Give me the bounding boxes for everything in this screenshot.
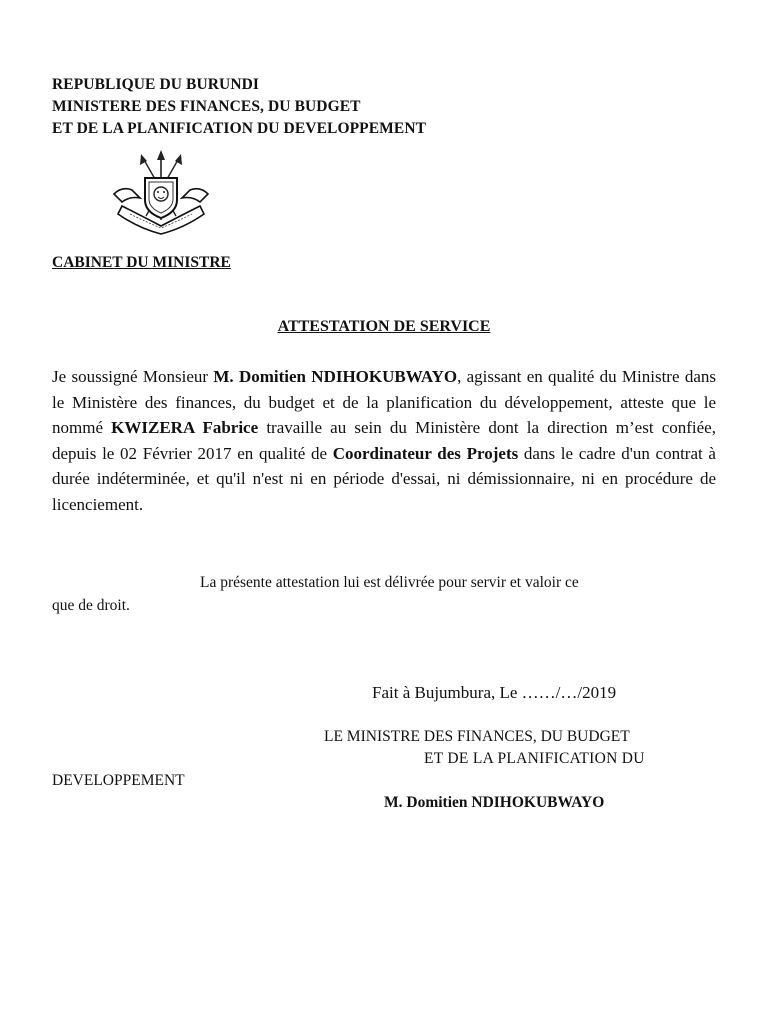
header-republic: REPUBLIQUE DU BURUNDI — [52, 76, 260, 93]
coat-of-arms-icon — [108, 150, 214, 238]
minister-name: M. Domitien NDIHOKUBWAYO — [213, 367, 458, 386]
body-text: dans le cadre d'un contrat à durée indéterminée, et qu'il n'est ni en période d'essai, ni démissionnaire, ni en procédure de licenciement. — [52, 443, 716, 514]
header-ministry: MINISTERE DES FINANCES, DU BUDGET — [52, 98, 361, 115]
signatory-name: M. Domitien NDIHOKUBWAYO — [384, 794, 605, 811]
document-title: ATTESTATION DE SERVICE — [277, 318, 491, 335]
closing-line-2: que de droit. — [52, 597, 130, 614]
place-date: Fait à Bujumbura, Le ……/…/2019 — [372, 683, 617, 702]
position-title: Coordinateur des Projets — [332, 443, 519, 463]
body-text: , agissant en qualité du Ministre dans le Ministère des finances, du budget et de la planification du développement, atteste que le nommé — [52, 367, 716, 437]
cabinet-heading: CABINET DU MINISTRE — [52, 254, 231, 271]
body-text: travaille au sein du Ministère dont la direction m’est confiée, depuis le 02 Février 2017 en qualité de — [52, 418, 716, 463]
employee-name: KWIZERA Fabrice — [111, 418, 259, 437]
header-ministry-cont: ET DE LA PLANIFICATION DU DEVELOPPEMENT — [52, 120, 427, 137]
closing-line-1: La présente attestation lui est délivrée pour servir et valoir ce — [200, 574, 579, 591]
signatory-title-1: LE MINISTRE DES FINANCES, DU BUDGET — [324, 728, 630, 745]
body-paragraph — [52, 364, 716, 517]
signatory-title-3: DEVELOPPEMENT — [52, 772, 185, 789]
signatory-title-2: ET DE LA PLANIFICATION DU — [424, 750, 645, 767]
body-text: Je soussigné Monsieur — [52, 367, 214, 386]
